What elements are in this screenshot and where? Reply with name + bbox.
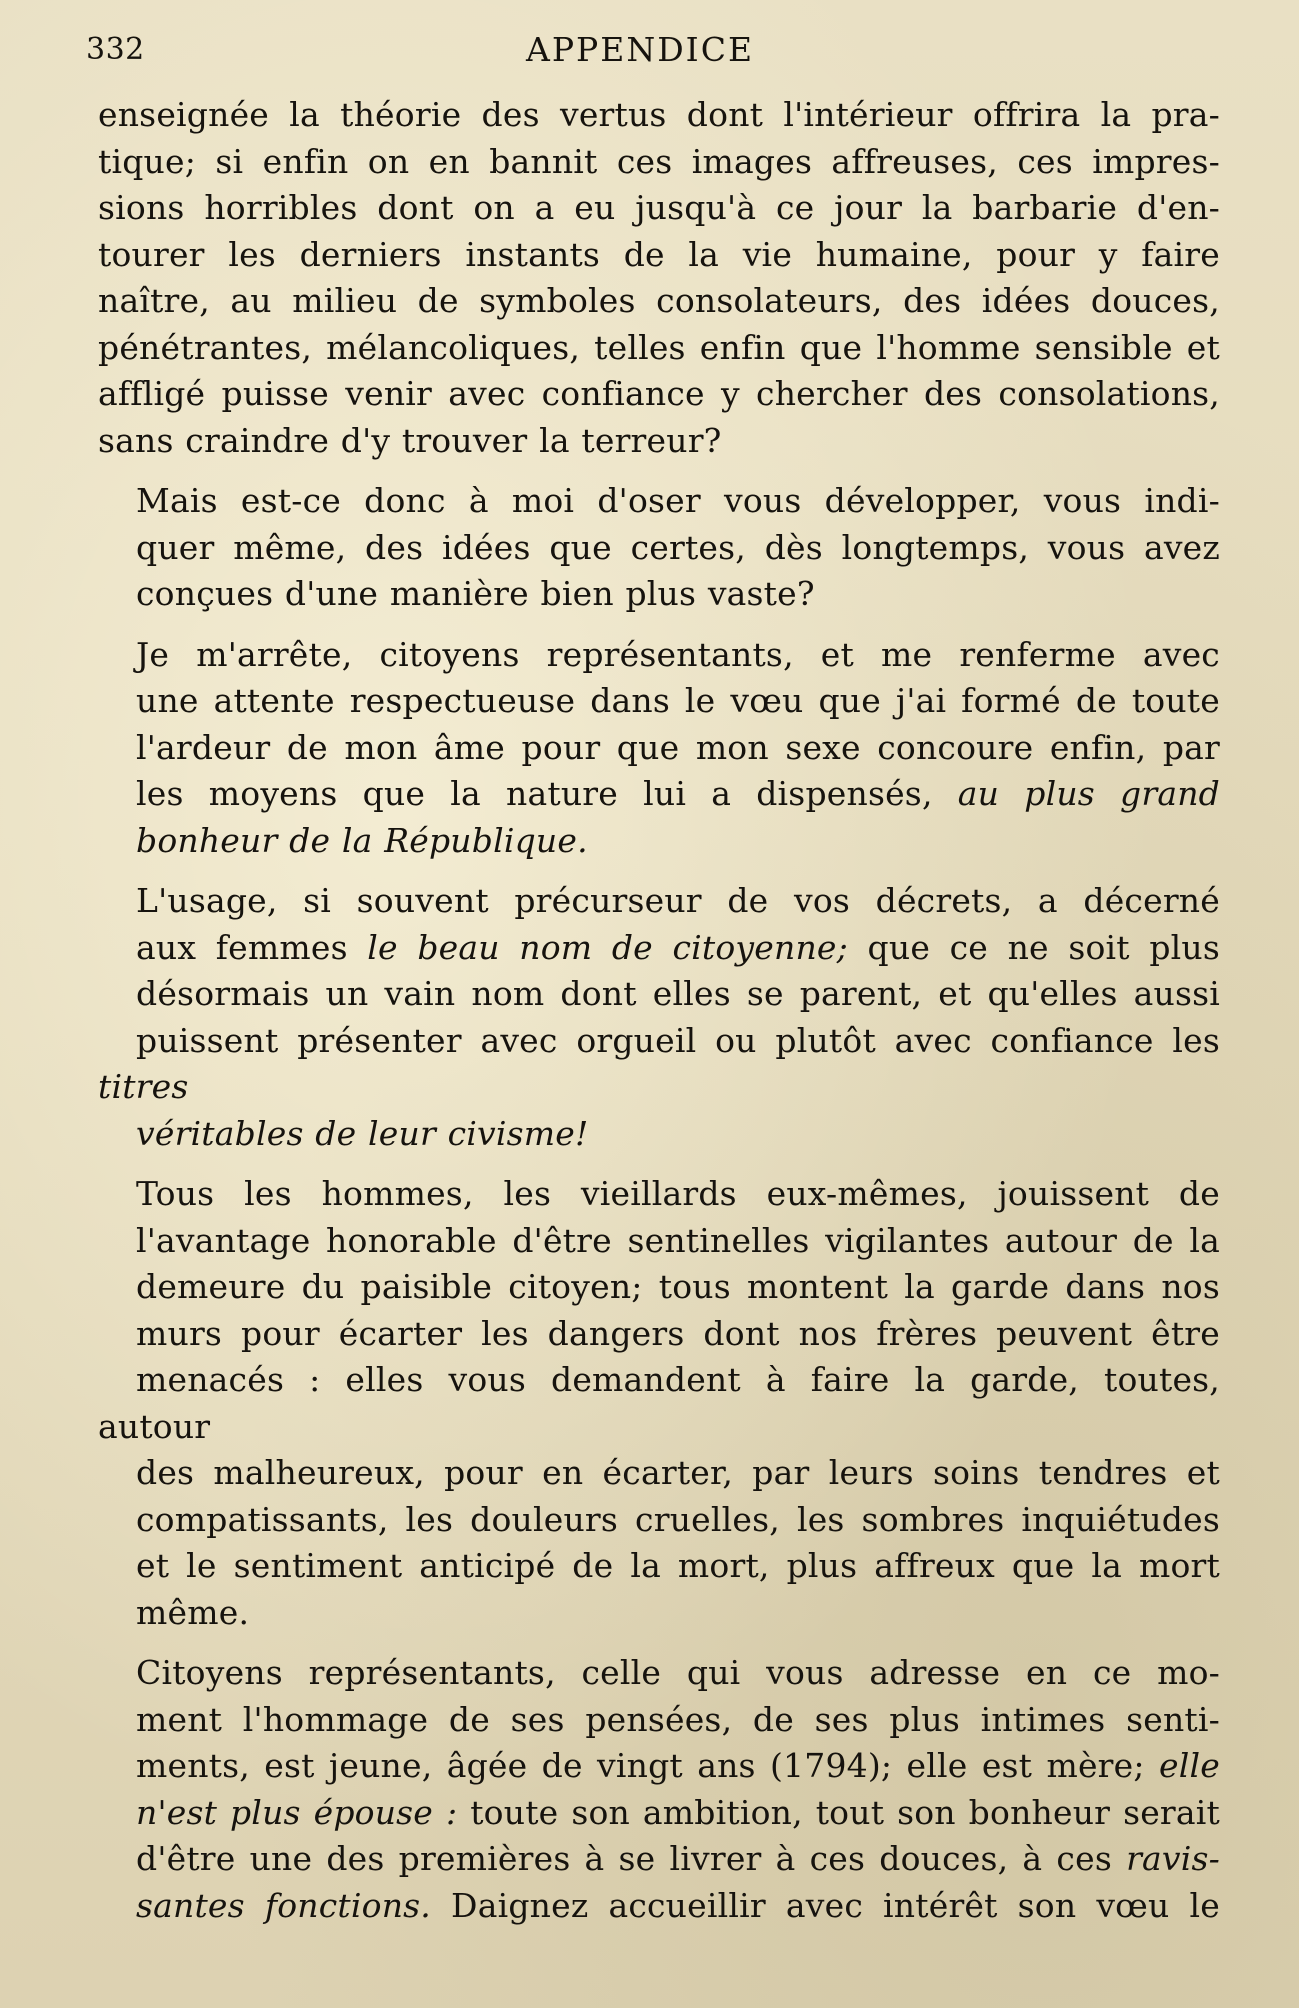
text-run: puissent présenter avec orgueil ou plutôt avec confiance les xyxy=(136,1020,1220,1060)
running-head: APPENDICE xyxy=(526,30,755,69)
text-run: demeure du paisible citoyen; tous montent la garde dans nos xyxy=(136,1267,1220,1306)
text-line xyxy=(98,1357,1220,1450)
text-run: les moyens que la nature lui a dispensés, xyxy=(136,774,958,813)
text-line xyxy=(98,971,1220,1018)
text-run: Mais est-ce donc à moi d'oser vous développer, vous indi- xyxy=(136,481,1220,520)
italic-text: au plus grand xyxy=(957,774,1221,813)
text-line xyxy=(98,725,1220,772)
text-line xyxy=(98,185,1220,232)
text-line xyxy=(98,818,1220,865)
italic-text: le beau nom de citoyenne; xyxy=(367,927,848,967)
text-run: Citoyens représentants, celle qui vous adresse en ce mo- xyxy=(136,1653,1220,1692)
italic-text: elle xyxy=(1159,1746,1220,1785)
text-run: que ce ne soit plus xyxy=(847,927,1220,967)
text-run: des malheureux, pour en écarter, par leurs soins tendres et xyxy=(136,1453,1220,1492)
text-line xyxy=(98,418,1220,465)
text-run: murs pour écarter les dangers dont nos frères peuvent être xyxy=(136,1313,1220,1353)
text-run: naître, au milieu de symboles consolateurs, des idées douces, xyxy=(98,281,1220,320)
text-line xyxy=(98,925,1220,972)
text-line xyxy=(98,1590,1220,1637)
text-line xyxy=(98,139,1220,186)
paragraph xyxy=(98,632,1220,865)
body-text xyxy=(98,92,1220,1929)
text-run: menacés : elles vous demandent à faire la garde, toutes, autour xyxy=(98,1360,1220,1446)
italic-text: bonheur de la République. xyxy=(136,820,588,860)
text-run: quer même, des idées que certes, dès longtemps, vous avez xyxy=(136,527,1220,567)
italic-text: titres xyxy=(98,1067,189,1106)
text-line xyxy=(98,371,1220,418)
paragraph xyxy=(98,478,1220,618)
text-line xyxy=(98,1264,1220,1311)
paragraph xyxy=(98,878,1220,1157)
text-line xyxy=(98,1171,1220,1218)
text-line xyxy=(98,1697,1220,1744)
text-line xyxy=(98,1111,1220,1158)
text-line xyxy=(98,878,1220,925)
text-run: ment l'hommage de ses pensées, de ses plus intimes senti- xyxy=(136,1699,1220,1739)
text-line xyxy=(98,325,1220,372)
text-run: aux femmes xyxy=(136,927,368,967)
paragraph xyxy=(98,1171,1220,1636)
text-run: et le sentiment anticipé de la mort, plus affreux que la mort xyxy=(136,1546,1220,1585)
italic-text: santes fonctions. xyxy=(136,1885,431,1925)
paragraph xyxy=(98,1650,1220,1929)
text-run: sions horribles dont on a eu jusqu'à ce jour la barbarie d'en- xyxy=(98,188,1220,227)
text-line xyxy=(98,278,1220,325)
text-run: même. xyxy=(136,1592,250,1632)
text-run: compatissants, les douleurs cruelles, les sombres inquiétudes xyxy=(136,1499,1220,1539)
text-run: sans craindre d'y trouver la terreur? xyxy=(98,420,722,460)
text-line xyxy=(98,1497,1220,1544)
text-run: l'ardeur de mon âme pour que mon sexe concoure enfin, par xyxy=(136,727,1220,767)
text-run: conçues d'une manière bien plus vaste? xyxy=(136,574,815,613)
text-line xyxy=(98,1743,1220,1790)
text-line xyxy=(98,678,1220,725)
text-run: affligé puisse venir avec confiance y chercher des consolations, xyxy=(98,374,1220,413)
text-line xyxy=(98,232,1220,279)
text-run: Daignez accueillir avec intérêt son vœu le xyxy=(431,1885,1220,1925)
text-line xyxy=(98,1836,1220,1883)
text-line xyxy=(98,1450,1220,1497)
text-line xyxy=(98,571,1220,618)
text-line xyxy=(98,478,1220,525)
text-run: désormais un vain nom dont elles se parent, et qu'elles aussi xyxy=(136,974,1220,1013)
text-run: toute son ambition, tout son bonheur serait xyxy=(457,1792,1221,1832)
text-run: ments, est jeune, âgée de vingt ans (1794); elle est mère; xyxy=(136,1746,1160,1785)
page-header xyxy=(86,26,1226,72)
text-run: enseignée la théorie des vertus dont l'intérieur offrira la pra- xyxy=(98,95,1220,134)
text-run: Tous les hommes, les vieillards eux-mêmes, jouissent de xyxy=(136,1174,1220,1213)
text-run: Je m'arrête, citoyens représentants, et me renferme avec xyxy=(136,634,1220,674)
text-line xyxy=(98,1218,1220,1265)
text-line xyxy=(98,92,1220,139)
text-run: une attente respectueuse dans le vœu que j'ai formé de toute xyxy=(136,681,1220,720)
text-run: tique; si enfin on en bannit ces images affreuses, ces impres- xyxy=(98,141,1220,181)
text-run: pénétrantes, mélancoliques, telles enfin que l'homme sensible et xyxy=(98,327,1220,367)
italic-text: n'est plus épouse : xyxy=(136,1792,458,1832)
text-line xyxy=(98,1543,1220,1590)
text-run: d'être une des premières à se livrer à ces douces, à ces xyxy=(136,1839,1127,1878)
page-number: 332 xyxy=(86,32,145,67)
text-run: l'avantage honorable d'être sentinelles vigilantes autour de la xyxy=(136,1220,1220,1260)
text-run: L'usage, si souvent précurseur de vos décrets, a décerné xyxy=(136,881,1220,920)
text-line xyxy=(98,1790,1220,1837)
text-line xyxy=(98,525,1220,572)
text-line xyxy=(98,771,1220,818)
paragraph xyxy=(98,92,1220,464)
text-line xyxy=(98,1650,1220,1697)
italic-text: véritables de leur civisme! xyxy=(136,1113,589,1153)
text-line xyxy=(98,1311,1220,1358)
text-line xyxy=(98,1883,1220,1930)
text-line xyxy=(98,1018,1220,1111)
italic-text: ravis- xyxy=(1126,1839,1220,1878)
text-line xyxy=(98,632,1220,679)
text-run: tourer les derniers instants de la vie humaine, pour y faire xyxy=(98,234,1220,274)
